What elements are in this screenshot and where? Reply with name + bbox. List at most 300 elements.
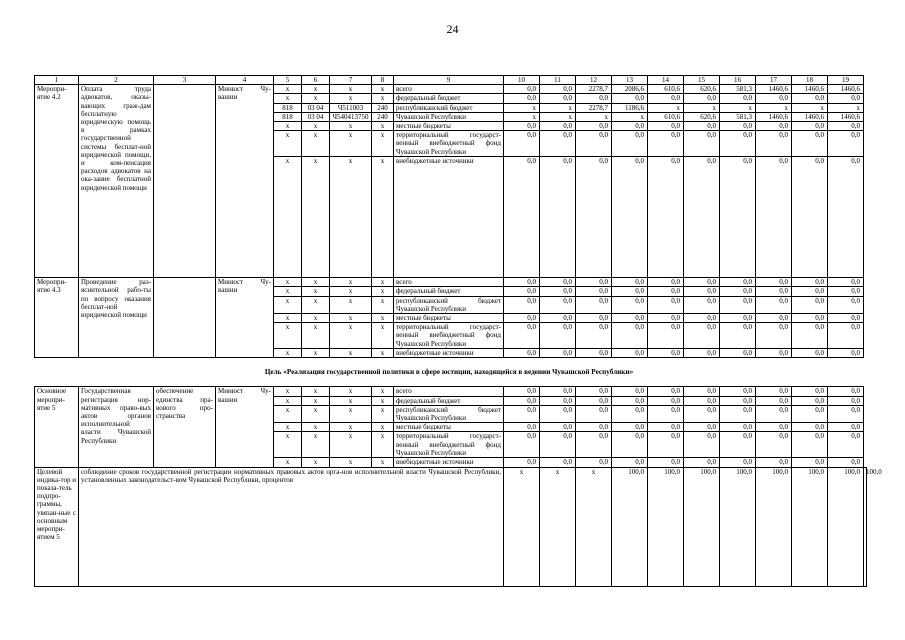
indicator-value: 100,0: [720, 467, 756, 586]
year-value: 0,0: [612, 314, 648, 323]
measure-label: Меропри-ятие 4.2: [35, 85, 79, 278]
target-code: x: [330, 349, 372, 358]
target-code: x: [330, 396, 372, 405]
year-value: 0,0: [612, 458, 648, 467]
year-value: x: [792, 103, 828, 112]
year-value: 0,0: [648, 296, 684, 313]
year-value: 0,0: [540, 122, 576, 131]
year-value: 0,0: [720, 122, 756, 131]
budget-code: x: [274, 278, 302, 287]
year-value: 0,0: [720, 314, 756, 323]
expense-type-code: x: [372, 396, 394, 405]
funding-source: местные бюджеты: [394, 314, 504, 323]
expense-type-code: x: [372, 387, 394, 396]
measure-name: Оплата труда адвокатов, оказы-вающих граж-дам бесплатную юридическую помощь в рамках государственной системы бесплат-ной юридической помощи, и ком-пенсация расходов адвокатов на ока-зание бесплатной юридической помощи: [79, 85, 154, 278]
year-value: 0,0: [648, 405, 684, 422]
target-code: x: [330, 423, 372, 432]
column-number: 13: [612, 76, 648, 85]
column-number: 10: [504, 76, 540, 85]
expense-type-code: x: [372, 157, 394, 278]
section-code: x: [302, 278, 330, 287]
column-number: 3: [154, 76, 216, 85]
year-value: 0,0: [612, 131, 648, 157]
year-value: 0,0: [720, 157, 756, 278]
expense-type-code: x: [372, 423, 394, 432]
year-value: 0,0: [612, 432, 648, 458]
year-value: 0,0: [792, 423, 828, 432]
year-value: 581,3: [720, 85, 756, 94]
column-number: 2: [79, 76, 154, 85]
year-value: 0,0: [720, 287, 756, 296]
year-value: 0,0: [792, 278, 828, 287]
year-value: 0,0: [720, 387, 756, 396]
year-value: 0,0: [540, 287, 576, 296]
funding-source: местные бюджеты: [394, 122, 504, 131]
column-number: 18: [792, 76, 828, 85]
year-value: 0,0: [504, 432, 540, 458]
expense-type-code: x: [372, 131, 394, 157]
year-value: 0,0: [612, 396, 648, 405]
year-value: 0,0: [504, 157, 540, 278]
section-code: 03 04: [302, 112, 330, 121]
indicator-row: [35, 467, 867, 586]
budget-code: x: [274, 122, 302, 131]
section-code: x: [302, 432, 330, 458]
indicator-value: 100,0: [612, 467, 648, 586]
measure-result: [154, 278, 216, 358]
expense-type-code: x: [372, 314, 394, 323]
section-code: x: [302, 157, 330, 278]
expense-type-code: x: [372, 349, 394, 358]
year-value: 0,0: [828, 423, 864, 432]
year-value: 0,0: [792, 131, 828, 157]
target-code: x: [330, 287, 372, 296]
year-value: 0,0: [828, 314, 864, 323]
funding-source: внебюджетные источники: [394, 458, 504, 467]
year-value: 0,0: [720, 396, 756, 405]
indicator-value: 100,0: [648, 467, 684, 586]
year-value: 0,0: [576, 296, 612, 313]
year-value: 0,0: [612, 387, 648, 396]
measure-name: Государственная регистрация нор-мативных право-вых актов органов исполнительной власти Чувашской Республики: [79, 387, 154, 467]
year-value: 0,0: [684, 314, 720, 323]
year-value: 1186,6: [612, 103, 648, 112]
year-value: 0,0: [720, 458, 756, 467]
year-value: 0,0: [828, 131, 864, 157]
year-value: 1460,6: [792, 85, 828, 94]
funding-source: территориальный государст-венный внебюджетный фонд Чувашской Республики: [394, 131, 504, 157]
year-value: 0,0: [684, 405, 720, 422]
year-value: 0,0: [756, 396, 792, 405]
year-value: 0,0: [540, 94, 576, 103]
section-code: x: [302, 85, 330, 94]
year-value: 0,0: [576, 323, 612, 349]
expense-type-code: x: [372, 287, 394, 296]
year-value: 0,0: [504, 458, 540, 467]
year-value: 0,0: [504, 122, 540, 131]
section-code: x: [302, 122, 330, 131]
year-value: 0,0: [504, 278, 540, 287]
budget-code: 818: [274, 112, 302, 121]
table-row: [35, 85, 867, 94]
year-value: 0,0: [612, 323, 648, 349]
section-code: x: [302, 131, 330, 157]
year-value: 0,0: [684, 387, 720, 396]
year-value: 0,0: [828, 405, 864, 422]
responsible-executor: Минюст Чу-вашии: [216, 85, 274, 278]
column-number: 12: [576, 76, 612, 85]
year-value: 0,0: [576, 387, 612, 396]
measure-name: Проведение раз-яснительной рабо-ты по вопросу оказания бесплат-ной юридической помощи: [79, 278, 154, 358]
target-code: x: [330, 278, 372, 287]
year-value: 0,0: [828, 458, 864, 467]
year-value: 0,0: [648, 287, 684, 296]
column-number: 15: [684, 76, 720, 85]
year-value: 0,0: [684, 278, 720, 287]
year-value: 0,0: [684, 157, 720, 278]
budget-code: x: [274, 405, 302, 422]
year-value: x: [648, 103, 684, 112]
budget-code: x: [274, 157, 302, 278]
section-code: x: [302, 287, 330, 296]
year-value: 0,0: [792, 94, 828, 103]
year-value: 1460,6: [828, 85, 864, 94]
year-value: 0,0: [540, 314, 576, 323]
funding-source: местные бюджеты: [394, 423, 504, 432]
section-code: x: [302, 387, 330, 396]
year-value: 0,0: [756, 94, 792, 103]
year-value: 0,0: [648, 323, 684, 349]
budget-code: x: [274, 349, 302, 358]
budget-code: x: [274, 423, 302, 432]
year-value: 0,0: [756, 432, 792, 458]
year-value: 0,0: [576, 122, 612, 131]
indicator-value: 100,0: [756, 467, 792, 586]
year-value: 0,0: [684, 296, 720, 313]
target-code: x: [330, 131, 372, 157]
year-value: 0,0: [540, 131, 576, 157]
column-number: 1: [35, 76, 79, 85]
funding-source: федеральный бюджет: [394, 94, 504, 103]
budget-code: x: [274, 323, 302, 349]
year-value: 0,0: [504, 287, 540, 296]
year-value: 0,0: [756, 296, 792, 313]
year-value: 0,0: [828, 396, 864, 405]
year-value: 610,6: [648, 85, 684, 94]
year-value: x: [828, 103, 864, 112]
expense-type-code: x: [372, 94, 394, 103]
goal-title: Цель «Реализация государственной политики в сфере юстиции, находящейся в ведении Чувашской Республики»: [35, 358, 864, 387]
year-value: 0,0: [540, 387, 576, 396]
funding-source: всего: [394, 85, 504, 94]
year-value: 1460,6: [792, 112, 828, 121]
page-number: 24: [446, 22, 459, 36]
budget-table: [34, 75, 882, 587]
year-value: 0,0: [576, 94, 612, 103]
funding-source: всего: [394, 387, 504, 396]
budget-code: x: [274, 396, 302, 405]
target-code: x: [330, 157, 372, 278]
section-code: x: [302, 458, 330, 467]
year-value: 0,0: [576, 405, 612, 422]
expense-type-code: x: [372, 85, 394, 94]
target-code: x: [330, 85, 372, 94]
year-value: 0,0: [756, 157, 792, 278]
goal-row: [35, 358, 867, 387]
expense-type-code: x: [372, 405, 394, 422]
budget-code: x: [274, 296, 302, 313]
year-value: 0,0: [540, 278, 576, 287]
year-value: 0,0: [504, 85, 540, 94]
section-code: x: [302, 349, 330, 358]
measure-label: Основное меропри-ятие 5: [35, 387, 79, 467]
year-value: 0,0: [612, 296, 648, 313]
funding-source: территориальный государст-венный внебюджетный фонд Чувашской Республики: [394, 432, 504, 458]
expense-type-code: x: [372, 296, 394, 313]
year-value: 0,0: [648, 396, 684, 405]
expense-type-code: x: [372, 458, 394, 467]
year-value: 0,0: [504, 387, 540, 396]
year-value: 0,0: [648, 314, 684, 323]
year-value: 0,0: [720, 323, 756, 349]
column-number: 11: [540, 76, 576, 85]
year-value: 0,0: [540, 432, 576, 458]
target-code: Ч511003: [330, 103, 372, 112]
year-value: 1460,6: [828, 112, 864, 121]
column-number: 19: [828, 76, 864, 85]
budget-code: x: [274, 94, 302, 103]
year-value: 0,0: [756, 387, 792, 396]
indicator-value: 100,0: [828, 467, 864, 586]
expense-type-code: x: [372, 432, 394, 458]
year-value: x: [540, 103, 576, 112]
year-value: 0,0: [684, 396, 720, 405]
year-value: 0,0: [792, 296, 828, 313]
year-value: x: [540, 112, 576, 121]
year-value: x: [504, 112, 540, 121]
year-value: 0,0: [648, 387, 684, 396]
section-code: x: [302, 314, 330, 323]
year-value: 0,0: [576, 157, 612, 278]
year-value: 0,0: [792, 122, 828, 131]
year-value: 0,0: [684, 323, 720, 349]
table-row: [35, 387, 867, 396]
year-value: 0,0: [792, 349, 828, 358]
funding-source: республиканский бюджет Чувашской Республики: [394, 405, 504, 422]
year-value: 0,0: [756, 423, 792, 432]
funding-source: внебюджетные источники: [394, 157, 504, 278]
year-value: x: [756, 103, 792, 112]
year-value: 0,0: [504, 349, 540, 358]
year-value: 0,0: [576, 349, 612, 358]
year-value: 0,0: [612, 122, 648, 131]
year-value: 0,0: [576, 314, 612, 323]
year-value: 0,0: [828, 296, 864, 313]
table-row: [35, 278, 867, 287]
year-value: 0,0: [792, 387, 828, 396]
year-value: 0,0: [540, 157, 576, 278]
target-code: x: [330, 432, 372, 458]
year-value: 0,0: [648, 157, 684, 278]
column-number: 16: [720, 76, 756, 85]
year-value: 0,0: [504, 94, 540, 103]
section-code: x: [302, 323, 330, 349]
target-code: x: [330, 323, 372, 349]
year-value: 0,0: [648, 122, 684, 131]
expense-type-code: x: [372, 323, 394, 349]
year-value: 0,0: [540, 323, 576, 349]
year-value: 0,0: [756, 349, 792, 358]
year-value: 0,0: [648, 458, 684, 467]
year-value: 0,0: [504, 314, 540, 323]
year-value: 0,0: [792, 314, 828, 323]
year-value: 0,0: [684, 432, 720, 458]
expense-type-code: 240: [372, 112, 394, 121]
year-value: x: [720, 103, 756, 112]
target-code: x: [330, 94, 372, 103]
year-value: 620,6: [684, 85, 720, 94]
year-value: 0,0: [792, 323, 828, 349]
funding-source: республиканский бюджет: [394, 103, 504, 112]
section-code: 03 04: [302, 103, 330, 112]
indicator-value: 100,0: [792, 467, 828, 586]
column-number: 6: [302, 76, 330, 85]
year-value: 0,0: [540, 458, 576, 467]
year-value: 0,0: [720, 423, 756, 432]
year-value: 0,0: [756, 287, 792, 296]
year-value: 0,0: [648, 278, 684, 287]
expense-type-code: 240: [372, 103, 394, 112]
year-value: 0,0: [504, 423, 540, 432]
year-value: 0,0: [720, 432, 756, 458]
year-value: 1460,6: [756, 112, 792, 121]
year-value: 0,0: [756, 278, 792, 287]
measure-label: Меропри-ятие 4.3: [35, 278, 79, 358]
target-code: x: [330, 122, 372, 131]
year-value: 0,0: [792, 396, 828, 405]
year-value: 0,0: [720, 94, 756, 103]
year-value: 2278,7: [576, 103, 612, 112]
year-value: 0,0: [576, 131, 612, 157]
year-value: 0,0: [756, 323, 792, 349]
year-value: 0,0: [648, 131, 684, 157]
year-value: 0,0: [540, 405, 576, 422]
year-value: 0,0: [720, 296, 756, 313]
section-code: x: [302, 396, 330, 405]
year-value: 0,0: [504, 405, 540, 422]
responsible-executor: Минюст Чу-вашии: [216, 278, 274, 358]
year-value: 0,0: [576, 432, 612, 458]
budget-code: x: [274, 387, 302, 396]
year-value: 0,0: [504, 396, 540, 405]
year-value: 0,0: [828, 278, 864, 287]
year-value: 0,0: [756, 314, 792, 323]
budget-code: x: [274, 458, 302, 467]
year-value: 0,0: [612, 278, 648, 287]
responsible-executor: Минюст Чу-вашии: [216, 387, 274, 467]
indicator-value: x: [540, 467, 576, 586]
column-number-row: [35, 76, 867, 85]
year-value: 0,0: [576, 458, 612, 467]
year-value: 0,0: [684, 287, 720, 296]
year-value: 0,0: [828, 122, 864, 131]
year-value: 0,0: [828, 387, 864, 396]
year-value: 0,0: [720, 278, 756, 287]
year-value: 0,0: [612, 349, 648, 358]
year-value: 0,0: [504, 323, 540, 349]
section-code: x: [302, 423, 330, 432]
budget-code: x: [274, 287, 302, 296]
year-value: 0,0: [828, 323, 864, 349]
budget-code: x: [274, 314, 302, 323]
year-value: x: [576, 112, 612, 121]
funding-source: всего: [394, 278, 504, 287]
year-value: 0,0: [576, 278, 612, 287]
year-value: 0,0: [756, 458, 792, 467]
funding-source: республиканский бюджет Чувашской Республики: [394, 296, 504, 313]
year-value: 0,0: [756, 131, 792, 157]
year-value: 0,0: [504, 296, 540, 313]
indicator-value: 100,0: [684, 467, 720, 586]
expense-type-code: x: [372, 278, 394, 287]
budget-code: 818: [274, 103, 302, 112]
year-value: 0,0: [612, 405, 648, 422]
funding-source: территориальный государст-венный внебюджетный фонд Чувашской Республики: [394, 323, 504, 349]
indicator-value: x: [576, 467, 612, 586]
section-code: x: [302, 296, 330, 313]
year-value: 0,0: [612, 157, 648, 278]
year-value: 2278,7: [576, 85, 612, 94]
year-value: 0,0: [540, 296, 576, 313]
target-code: x: [330, 387, 372, 396]
year-value: 0,0: [792, 287, 828, 296]
year-value: 0,0: [540, 349, 576, 358]
year-value: 0,0: [792, 432, 828, 458]
year-value: 0,0: [648, 94, 684, 103]
year-value: 0,0: [756, 405, 792, 422]
year-value: 0,0: [828, 157, 864, 278]
year-value: x: [684, 103, 720, 112]
target-code: x: [330, 314, 372, 323]
year-value: 0,0: [684, 122, 720, 131]
column-number: 7: [330, 76, 372, 85]
year-value: x: [612, 112, 648, 121]
year-value: 0,0: [540, 396, 576, 405]
year-value: 0,0: [612, 423, 648, 432]
year-value: 0,0: [612, 94, 648, 103]
target-code: x: [330, 405, 372, 422]
year-value: x: [504, 103, 540, 112]
year-value: 0,0: [828, 349, 864, 358]
indicator-value: 100,0: [864, 467, 867, 586]
year-value: 0,0: [720, 405, 756, 422]
indicator-text: соблюдение сроков государственной регистрации нормативных правовых актов орга-нов исполнительной власти Чувашской Республики, установленных законодательст-вом Чувашской Республики, процентов: [79, 467, 504, 586]
year-value: 0,0: [576, 287, 612, 296]
target-code: x: [330, 296, 372, 313]
year-value: 0,0: [576, 423, 612, 432]
year-value: 0,0: [648, 423, 684, 432]
year-value: 0,0: [828, 287, 864, 296]
year-value: 610,6: [648, 112, 684, 121]
year-value: 0,0: [648, 432, 684, 458]
column-number: 17: [756, 76, 792, 85]
year-value: 0,0: [540, 85, 576, 94]
column-number: 9: [394, 76, 504, 85]
funding-source: федеральный бюджет: [394, 396, 504, 405]
budget-code: x: [274, 131, 302, 157]
section-code: x: [302, 405, 330, 422]
year-value: 0,0: [720, 349, 756, 358]
